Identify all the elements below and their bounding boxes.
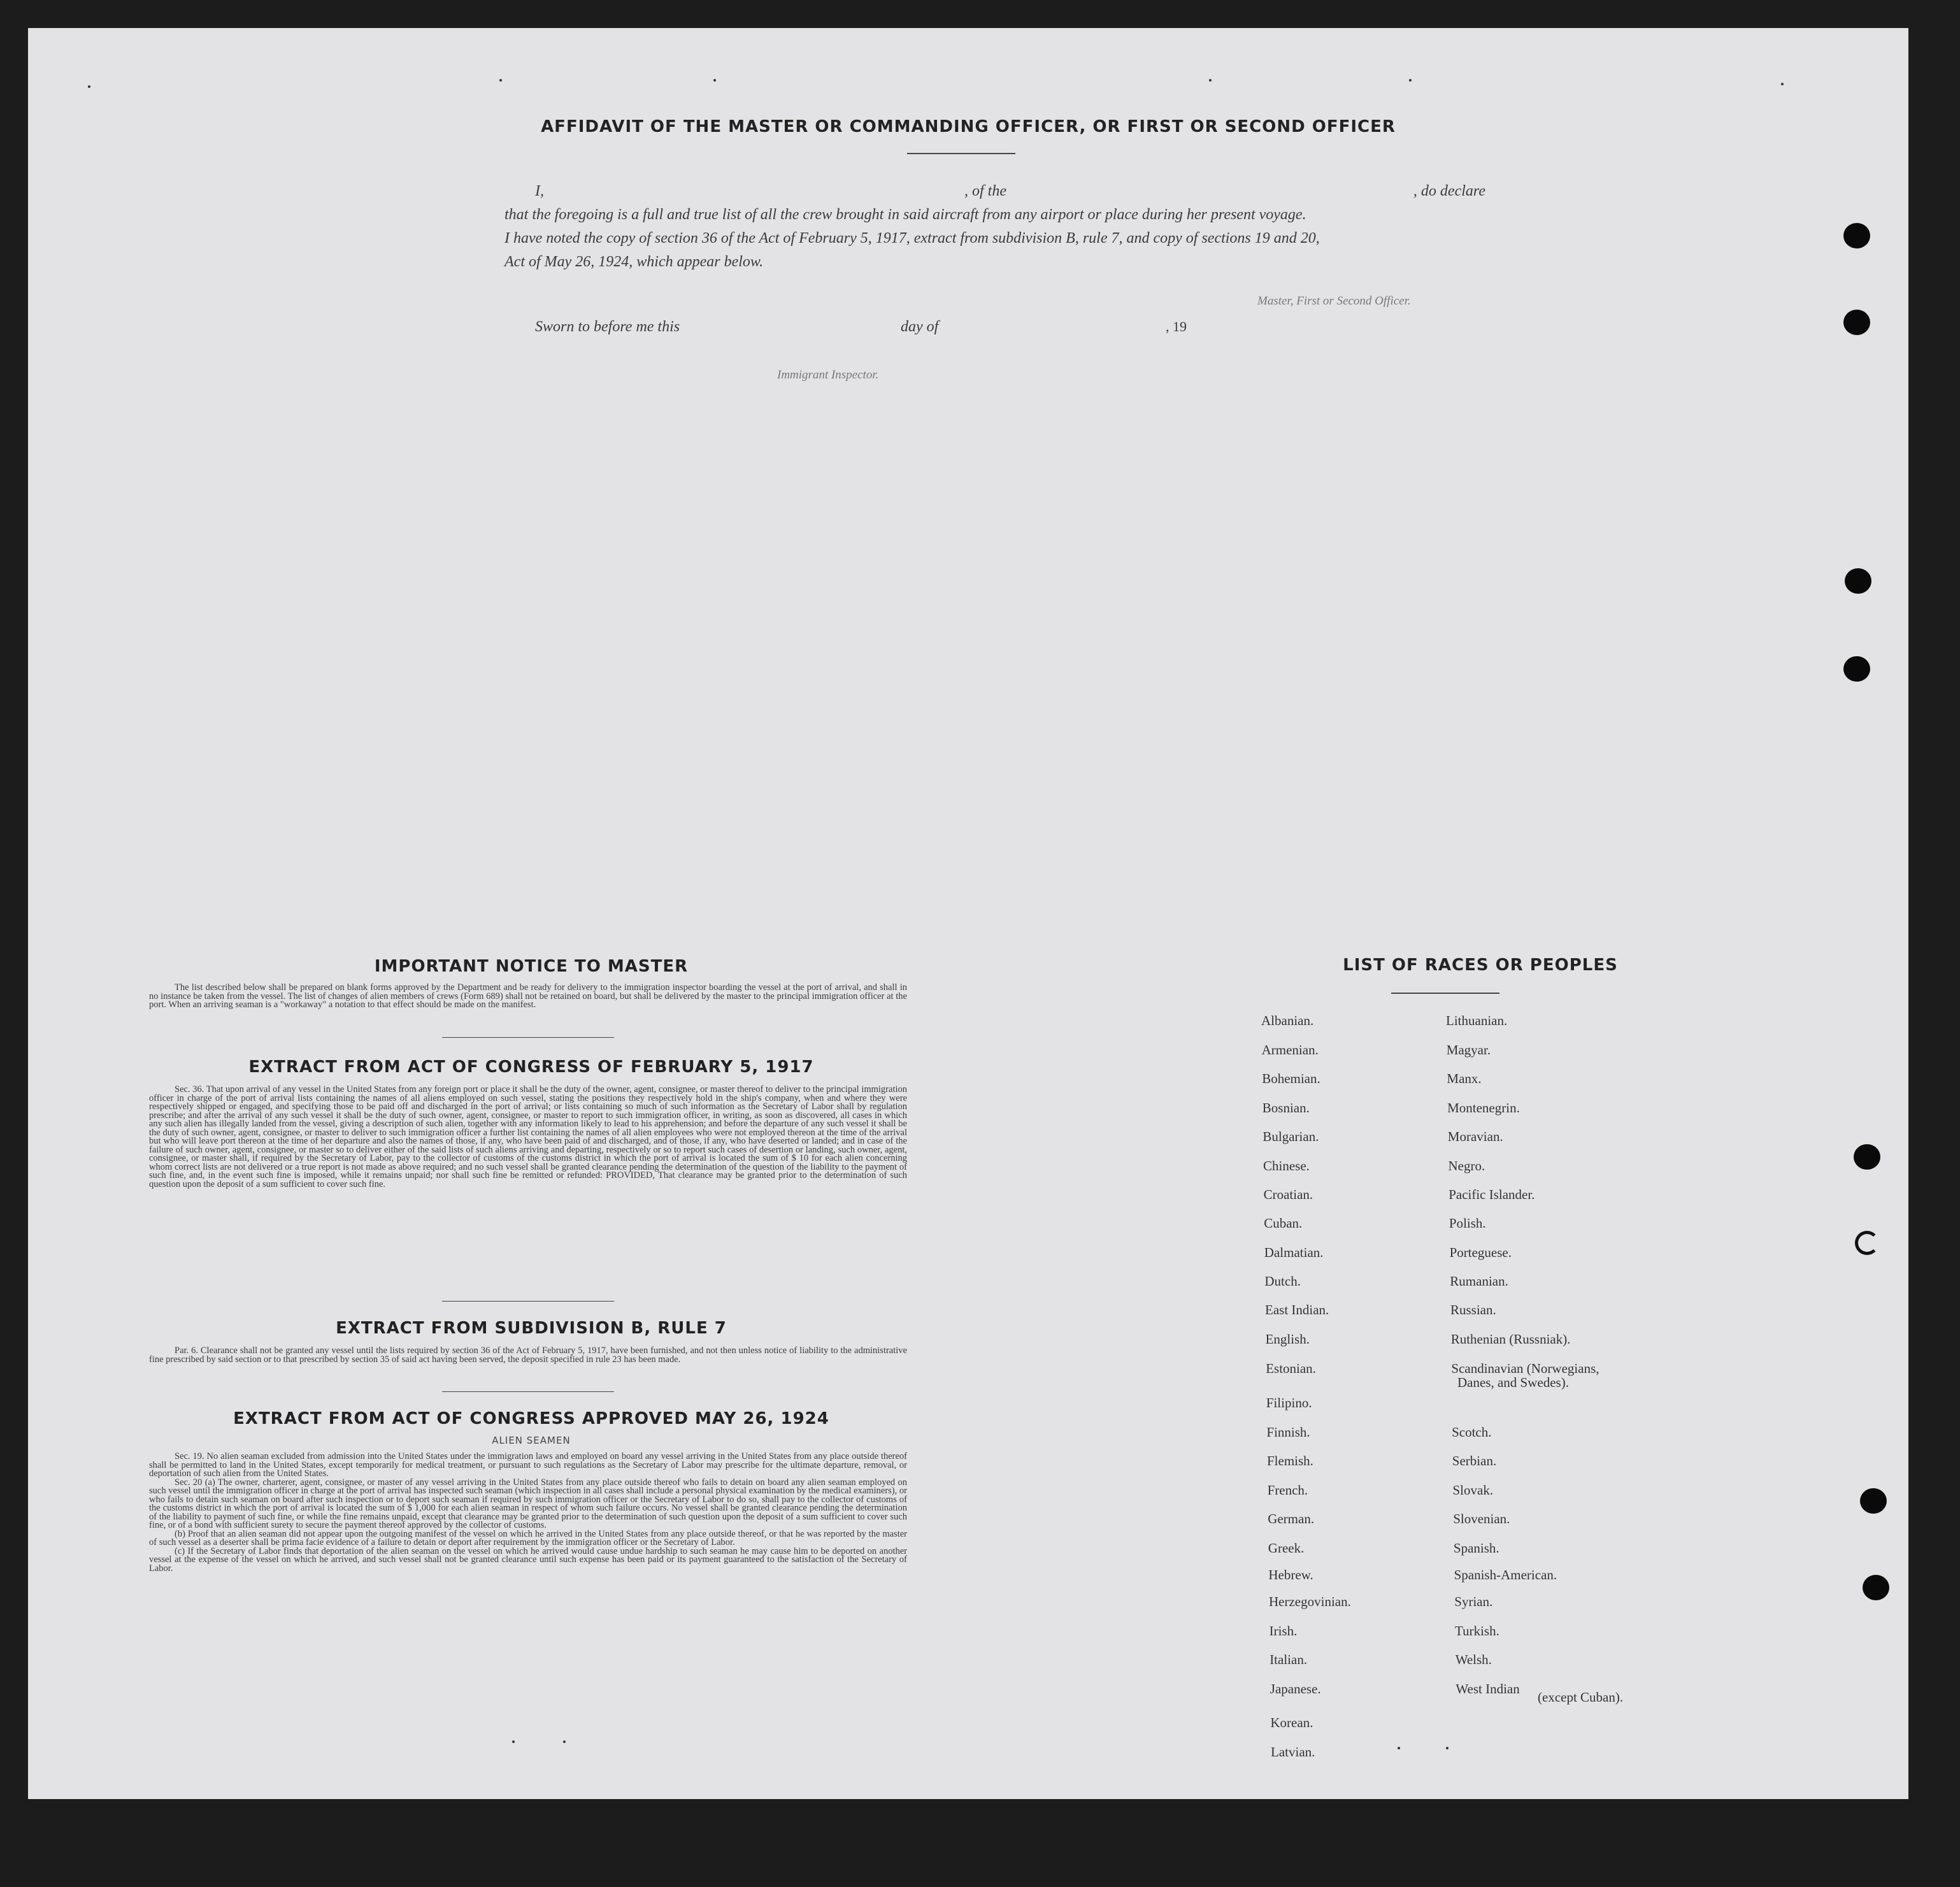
race-item: Dutch. bbox=[1264, 1274, 1301, 1289]
race-item: Cuban. bbox=[1264, 1216, 1303, 1231]
race-item: Montenegrin. bbox=[1447, 1100, 1520, 1116]
race-item: Magyar. bbox=[1446, 1042, 1491, 1058]
declarant-prefix: I, bbox=[535, 183, 544, 199]
affidavit-title: AFFIDAVIT OF THE MASTER OR COMMANDING OFFICER, OR FIRST OR SECOND OFFICER bbox=[541, 117, 1396, 136]
rule7-text bbox=[149, 1347, 907, 1364]
race-item: Latvian. bbox=[1271, 1744, 1315, 1760]
race-item: Lithuanian. bbox=[1446, 1013, 1508, 1028]
race-item: Slovak. bbox=[1452, 1482, 1494, 1498]
speck bbox=[88, 85, 90, 88]
race-item: Polish. bbox=[1449, 1216, 1486, 1231]
race-item: Bohemian. bbox=[1262, 1071, 1320, 1086]
sec19-paragraph: Sec. 19. No alien seaman excluded from admission into the United States under the immigration laws and employed on board any vessel arriving in the United States from any place outside thereof shall be permitted to land in the United States, except temporarily for medical treatment, or pursuant to such regulations as the Secretary of Labor may prescribe for the ultimate departure, removal, or deportation of such alien from the United States. bbox=[149, 1451, 907, 1479]
day-of-label: day of bbox=[901, 319, 939, 335]
extract-1924-text bbox=[149, 1453, 907, 1573]
race-item: Dalmatian. bbox=[1264, 1245, 1324, 1260]
extract-1917-paragraph: Sec. 36. That upon arrival of any vessel in the United States from any foreign port or place it shall be the duty of the owner, agent, consignee, or master thereof to deliver to the principal immigration officer in charge of the port of arrival lists containing the names of all aliens employed on such vessel, stating the positions they respectively hold in the ship's company, when and where they were respectively shipped or engaged, and specifying those to be paid off and discharged in the port of arrival; or lists containing so much of such information as the Secretary of Labor shall by regulation prescribe; and after the arrival of any such vessel it shall be the duty of such owner, agent, consignee, or master to report to such immigration officer, in writing, as soon as discovered, all cases in which any such alien has illegally landed from the vessel, giving a description of such alien, together with any information likely to lead to his apprehension; and before the departure of any such vessel it shall be the duty of such owner, agent, consignee, or master to deliver to such immigration officer a further list containing the names of all alien employees who were not employed thereon at the time of the arrival but who will leave port thereon at the time of her departure and also the names of those, if any, who have been paid of and discharged, and of those, if any, who have deserted or landed; and in case of the failure of such owner, agent, consignee, or master so to deliver either of the said lists of such aliens arriving and departing, respectively or so to report such cases of desertion or landing, such owner, agent, consignee, or master shall, if required by the Secretary of Labor, pay to the collector of customs of the customs district in which the port of arrival is located the sum of $ 10 for each alien concerning whom correct lists are not delivered or a true report is not made as above required; and no such vessel shall be granted clearance pending the determination of the question of the liability to the payment of such fine, and, in the event such fine is imposed, while it remains unpaid; nor shall such fine be remitted or refunded: PROVIDED, That clearance may be granted prior to the determination of such question upon the deposit of a sum sufficient to cover such fine. bbox=[149, 1084, 907, 1189]
declaration-line-1 bbox=[504, 180, 1485, 203]
race-item: West Indian bbox=[1456, 1681, 1520, 1697]
race-item: Filipino. bbox=[1266, 1395, 1312, 1410]
speck bbox=[1209, 79, 1212, 82]
race-item: Bosnian. bbox=[1262, 1100, 1310, 1116]
races-divider bbox=[1391, 993, 1499, 994]
rule7-title: EXTRACT FROM SUBDIVISION B, RULE 7 bbox=[336, 1319, 727, 1338]
speck bbox=[713, 79, 716, 82]
extract-1924-title: EXTRACT FROM ACT OF CONGRESS APPROVED MAY 26, 1924 bbox=[233, 1409, 829, 1428]
race-item: English. bbox=[1265, 1331, 1310, 1347]
year-label: , 19 bbox=[1166, 319, 1187, 334]
race-item: Finnish. bbox=[1266, 1424, 1310, 1440]
declaration-line-2: that the foregoing is a full and true list of all the crew brought in said aircraft from any airport or place during her present voyage. bbox=[504, 206, 1306, 223]
race-item: Korean. bbox=[1270, 1715, 1313, 1730]
declaration-line-3: I have noted the copy of section 36 of the Act of February 5, 1917, extract from subdivision B, rule 7, and copy of sections 19 and 20, bbox=[504, 230, 1320, 247]
document-page bbox=[28, 28, 1908, 1799]
sworn-label: Sworn to before me this bbox=[535, 319, 680, 335]
race-item: Irish. bbox=[1269, 1623, 1298, 1639]
section-divider bbox=[442, 1391, 614, 1392]
rule7-paragraph: Par. 6. Clearance shall not be granted any vessel until the lists required by section 36 of the Act of February 5, 1917, have been furnished, and not then unless notice of liability to the administrative fine prescribed by said section or to that prescribed by section 35 of said act having been served, the deposit specified in rule 23 has been made. bbox=[149, 1345, 907, 1365]
race-item: Hebrew. bbox=[1268, 1567, 1313, 1582]
races-title: LIST OF RACES OR PEOPLES bbox=[1343, 956, 1618, 975]
sec20b-paragraph: (b) Proof that an alien seaman did not appear upon the outgoing manifest of the vessel on which he arrived in the United States from any place outside thereof, or that he was reported by the master of such vessel as a deserter shall be prima facie evidence of a failure to detain or deport after requirement by the immigration officer or the Secretary of Labor. bbox=[149, 1528, 907, 1547]
race-item: Japanese. bbox=[1270, 1681, 1321, 1697]
punch-hole-icon bbox=[1843, 656, 1870, 682]
declaration-line-4: Act of May 26, 1924, which appear below. bbox=[504, 254, 764, 270]
race-item: Spanish-American. bbox=[1454, 1567, 1557, 1582]
race-item: Croatian. bbox=[1263, 1187, 1313, 1202]
declare-suffix: , do declare bbox=[1413, 183, 1485, 199]
speck bbox=[1409, 79, 1412, 82]
inspector-signature-label: Immigrant Inspector. bbox=[777, 368, 879, 382]
race-item: Russian. bbox=[1450, 1302, 1496, 1317]
race-item: Pacific Islander. bbox=[1449, 1187, 1535, 1202]
vessel-prefix: , of the bbox=[964, 183, 1006, 199]
race-item: Porteguese. bbox=[1449, 1245, 1512, 1260]
punch-hole-icon bbox=[1845, 568, 1871, 594]
race-item: Manx. bbox=[1447, 1071, 1482, 1086]
alien-seamen-subtitle: ALIEN SEAMEN bbox=[492, 1435, 571, 1446]
race-item: Italian. bbox=[1270, 1652, 1308, 1667]
race-item: Serbian. bbox=[1452, 1453, 1497, 1468]
punch-hole-icon bbox=[1854, 1144, 1880, 1170]
race-item: Scandinavian (Norwegians, bbox=[1451, 1361, 1599, 1376]
race-item: Armenian. bbox=[1261, 1042, 1319, 1058]
speck bbox=[1446, 1747, 1449, 1749]
race-item: Welsh. bbox=[1455, 1652, 1492, 1667]
notice-paragraph: The list described below shall be prepared on blank forms approved by the Department and be ready for delivery to the immigration inspector boarding the vessel at the port of arrival, and shall in no instance be taken from the vessel. The list of changes of alien members of crews (Form 689) shall not be retained on board, but shall be delivered by the master to the principal immigration officer at the port. When an arriving seaman is a "workaway" a notation to that effect should be made on the manifest. bbox=[149, 982, 907, 1010]
race-item: Moravian. bbox=[1447, 1129, 1503, 1144]
race-item: Estonian. bbox=[1266, 1361, 1316, 1376]
punch-hole-icon bbox=[1843, 223, 1870, 248]
race-item: East Indian. bbox=[1265, 1302, 1329, 1317]
master-signature-label: Master, First or Second Officer. bbox=[1257, 294, 1411, 308]
speck bbox=[1398, 1747, 1400, 1749]
race-item: Rumanian. bbox=[1450, 1274, 1508, 1289]
race-item: Herzegovinian. bbox=[1269, 1594, 1351, 1609]
race-item: Slovenian. bbox=[1453, 1511, 1510, 1526]
race-continuation: (except Cuban). bbox=[1538, 1690, 1624, 1705]
race-item: Negro. bbox=[1448, 1158, 1485, 1173]
race-continuation: Danes, and Swedes). bbox=[1457, 1375, 1569, 1390]
speck bbox=[499, 79, 502, 82]
race-item: Greek. bbox=[1268, 1540, 1305, 1556]
speck bbox=[1781, 83, 1784, 85]
race-item: Syrian. bbox=[1454, 1594, 1493, 1609]
race-item: Ruthenian (Russniak). bbox=[1450, 1331, 1571, 1347]
sec20a-paragraph: Sec. 20 (a) The owner, charterer, agent, consignee, or master of any vessel arriving in the United States from any place outside thereof who fails to detain on board any alien seaman employed on such vessel until the immigration officer in charge at the port of arrival has inspected such seaman (which inspection in all cases shall include a personal physical examination by the medical examiners), or who fails to detain such seaman on board after such inspection or to deport such seaman if required by such immigration officer or the Secretary of Labor to do so, shall pay to the collector of customs of the customs district in which the port of arrival is located the sum of $ 1,000 for each alien seaman in respect of whom such failure occurs. No vessel shall be granted clearance pending the determination of the liability to payment of such fine, or while the fine remains unpaid, except that clearance may be granted prior to the determination of such question upon the deposit of a sum sufficient to cover such fine, or of a bond with sufficient surety to secure the payment thereof approved by the collector of customs. bbox=[149, 1477, 907, 1530]
race-item: Flemish. bbox=[1267, 1453, 1313, 1468]
declaration-text bbox=[504, 180, 1485, 274]
title-divider bbox=[907, 153, 1015, 154]
race-item: Spanish. bbox=[1453, 1540, 1499, 1556]
race-item: Turkish. bbox=[1455, 1623, 1499, 1639]
punch-hole-icon bbox=[1860, 1488, 1887, 1514]
race-item: Chinese. bbox=[1263, 1158, 1310, 1173]
punch-hole-icon bbox=[1843, 310, 1870, 335]
notice-text bbox=[149, 984, 907, 1010]
punch-hole-icon bbox=[1863, 1575, 1889, 1600]
race-item: Scotch. bbox=[1452, 1424, 1492, 1440]
section-divider bbox=[442, 1037, 614, 1038]
race-item: Bulgarian. bbox=[1263, 1129, 1319, 1144]
speck bbox=[563, 1740, 566, 1743]
section-divider bbox=[442, 1301, 614, 1302]
punch-hole-ring-icon bbox=[1855, 1231, 1879, 1255]
race-item: French. bbox=[1267, 1482, 1308, 1498]
race-item: German. bbox=[1268, 1511, 1315, 1526]
speck bbox=[512, 1740, 515, 1743]
extract-1917-title: EXTRACT FROM ACT OF CONGRESS OF FEBRUARY 5, 1917 bbox=[248, 1058, 814, 1077]
notice-title: IMPORTANT NOTICE TO MASTER bbox=[374, 957, 689, 976]
extract-1917-text bbox=[149, 1086, 907, 1189]
sec20c-paragraph: (c) If the Secretary of Labor finds that deportation of the alien seaman on the vessel on which he arrived would cause undue hardship to such seaman he may cause him to be deported on another vessel at the expense of the vessel on which he arrived, and such vessel shall not be granted clearance until such expense has been paid or its payment guaranteed to the satisfaction of the Secretary of Labor. bbox=[149, 1546, 907, 1574]
race-item: Albanian. bbox=[1261, 1013, 1314, 1028]
